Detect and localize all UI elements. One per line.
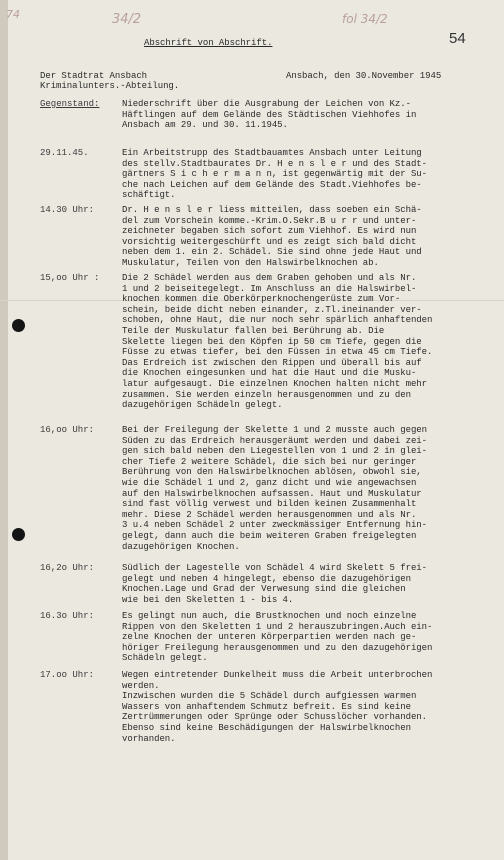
- entry-time: 17.oo Uhr:: [40, 670, 95, 680]
- entry-line: zeichneter begaben sich sofort zum Viehhof. Es wird nun: [122, 226, 417, 237]
- entry-line: Teile der Muskulatur fallen bei Berührung ab. Die: [122, 326, 385, 336]
- subject-line: Häftlingen auf dem Gelände des Städtischen Viehhofes in: [122, 109, 417, 120]
- entry-line: Südlich der Lagestelle von Schädel 4 wird Skelett 5 frei-: [122, 563, 428, 573]
- entry-line: zusammen. Sie werden einzeln herausgenommen und zu den: [122, 389, 411, 400]
- entry-line: Bei der Freilegung der Skelette 1 und 2 musste auch gegen: [122, 425, 428, 435]
- sender-line-1: Der Stadtrat Ansbach: [40, 71, 148, 81]
- entry-line: 1 und 2 beiseitegelegt. Im Anschluss an die Halswirbel-: [122, 283, 417, 294]
- page-edge-shadow: [0, 0, 8, 860]
- entry-line: del zum Vorschein komme.-Krim.O.Sekr.B u r r und unter-: [122, 215, 417, 226]
- subject-line: Niederschrift über die Ausgrabung der Leichen von Kz.-: [122, 99, 411, 109]
- pencil-annotation-archive-number: 34/2: [112, 12, 142, 27]
- entry-line: 3 u.4 neben Schädel 2 unter zweckmässiger Entfernung hin-: [122, 520, 428, 531]
- entry-time: 29.11.45.: [40, 148, 89, 158]
- entry-line: Knochen.Lage und Grad der Verwesung sind die gleichen: [122, 584, 406, 595]
- entry-line: Es gelingt nun auch, die Brustknochen und noch einzelne: [122, 611, 417, 621]
- entry-line: werden.: [122, 680, 160, 691]
- entry-line: Ebenso sind keine Beschädigungen der Halswirbelknochen: [122, 723, 411, 733]
- entry-line: Füsse zu etwas tiefer, bei den Füssen in etwa 45 cm Tiefe.: [122, 347, 433, 358]
- entry-line: Schädeln gelegt.: [122, 653, 208, 664]
- pencil-annotation-top-left: 74: [6, 8, 20, 21]
- entry-line: dazugehörigen Knochen.: [122, 541, 240, 552]
- page-number: 54: [449, 30, 466, 47]
- entry-line: zelne Knochen der unteren Körperpartien werden nach ge-: [122, 632, 417, 643]
- entry-line: Süden zu das Erdreich herausgeräumt werden und dabei zei-: [122, 435, 428, 446]
- pencil-annotation-folio: fol 34/2: [342, 12, 388, 26]
- entry-line: die Knochen eingesunken und hat die Haut und die Musku-: [122, 368, 417, 379]
- entry-line: höriger Freilegung herausgenommen und zu den dazugehörigen: [122, 642, 433, 653]
- entry-line: che nach Leichen auf dem Gelände des Stadt.Viehhofes be-: [122, 179, 422, 190]
- entry-time: 15,oo Uhr :: [40, 273, 100, 283]
- entry-time: 16.3o Uhr:: [40, 611, 95, 621]
- entry-line: wie die Schädel 1 und 2, ganz dicht und wie angewachsen: [122, 478, 417, 488]
- entry-line: mehr. Diese 2 Schädel werden herausgenommen und als Nr.: [122, 509, 417, 520]
- punch-hole-upper: [12, 319, 25, 332]
- entry-line: sind fast völlig verwest und bilden keinen Zusammenhalt: [122, 499, 417, 510]
- entry-line: auf den Halswirbelknochen aufsassen. Haut und Muskulatur: [122, 488, 422, 499]
- subject-line: Ansbach am 29. und 30. 11.1945.: [122, 120, 288, 131]
- entry-line: Das Erdreich ist zwischen den Rippen und überall bis auf: [122, 357, 422, 368]
- document-title: Abschrift von Abschrift.: [144, 38, 273, 48]
- entry-line: Dr. H e n s l e r liess mitteilen, dass soeben ein Schä-: [122, 205, 422, 215]
- entry-line: wie bei den Skeletten 1 - bis 4.: [122, 594, 294, 605]
- entry-line: latur aufgesaugt. Die einzelnen Knochen halten nicht mehr: [122, 379, 428, 389]
- entry-line: Inzwischen wurden die 5 Schädel durch aufgiessen warmen: [122, 691, 417, 702]
- entry-line: Berührung von den Halswirbelknochen ablösen, obwohl sie,: [122, 467, 422, 478]
- entry-time: 16,2o Uhr:: [40, 563, 95, 573]
- subject-label: Gegenstand:: [40, 99, 100, 109]
- entry-line: Zertrümmerungen oder Sprünge oder Schusslöcher vorhanden.: [122, 712, 428, 723]
- entry-line: Skelette liegen bei den Köpfen ip 50 cm Tiefe, gegen die: [122, 336, 422, 347]
- entry-line: Muskulatur, Teilen von den Halswirbelknochen ab.: [122, 258, 379, 268]
- punch-hole-lower: [12, 528, 25, 541]
- entry-time: 14.30 Uhr:: [40, 205, 95, 215]
- entry-line: schein, beide dicht neben einander, z.Tl.ineinander ver-: [122, 304, 422, 315]
- entry-line: vorhanden.: [122, 733, 176, 744]
- entry-line: schoben, ohne Haut, die nur noch sehr spärlich anhaftenden: [122, 315, 433, 326]
- entry-line: knochen kommen die Oberkörperknochengerüste zum Vor-: [122, 294, 401, 305]
- entry-line: Wassers von anhaftendem Schmutz befreit. Es sind keine: [122, 701, 411, 712]
- date-line: Ansbach, den 30.November 1945: [286, 71, 442, 81]
- entry-line: cher Tiefe 2 weitere Schädel, die sich bei nur geringer: [122, 456, 417, 467]
- entry-line: des stellv.Stadtbaurates Dr. H e n s l e r und des Stadt-: [122, 158, 428, 169]
- entry-line: dazugehörigen Schädeln gelegt.: [122, 400, 283, 411]
- entry-line: gen sich bald neben den Liegestellen von 1 und 2 in glei-: [122, 446, 428, 457]
- entry-line: schäftigt.: [122, 190, 176, 201]
- entry-line: Die 2 Schädel werden aus dem Graben gehoben und als Nr.: [122, 273, 417, 283]
- entry-line: neben dem 1. ein 2. Schädel. Sie sind ohne jede Haut und: [122, 247, 422, 258]
- entry-line: gelegt, dann auch die beim weiteren Graben freigelegten: [122, 531, 417, 541]
- sender-line-2: Kriminalunters.-Abteilung.: [40, 81, 180, 91]
- entry-line: vorsichtig weitergeschürft und es zeigt sich bald dicht: [122, 236, 417, 247]
- entry-line: gärtners S i c h e r m a n n, ist gegenwärtig mit der Su-: [122, 169, 428, 180]
- entry-line: Ein Arbeitstrupp des Stadtbauamtes Ansbach unter Leitung: [122, 148, 422, 158]
- entry-line: Rippen von den Skeletten 1 und 2 herauszubringen.Auch ein-: [122, 621, 433, 632]
- entry-line: gelegt und neben 4 hingelegt, ebenso die dazugehörigen: [122, 573, 411, 584]
- entry-line: Wegen eintretender Dunkelheit muss die Arbeit unterbrochen: [122, 670, 433, 680]
- entry-time: 16,oo Uhr:: [40, 425, 95, 435]
